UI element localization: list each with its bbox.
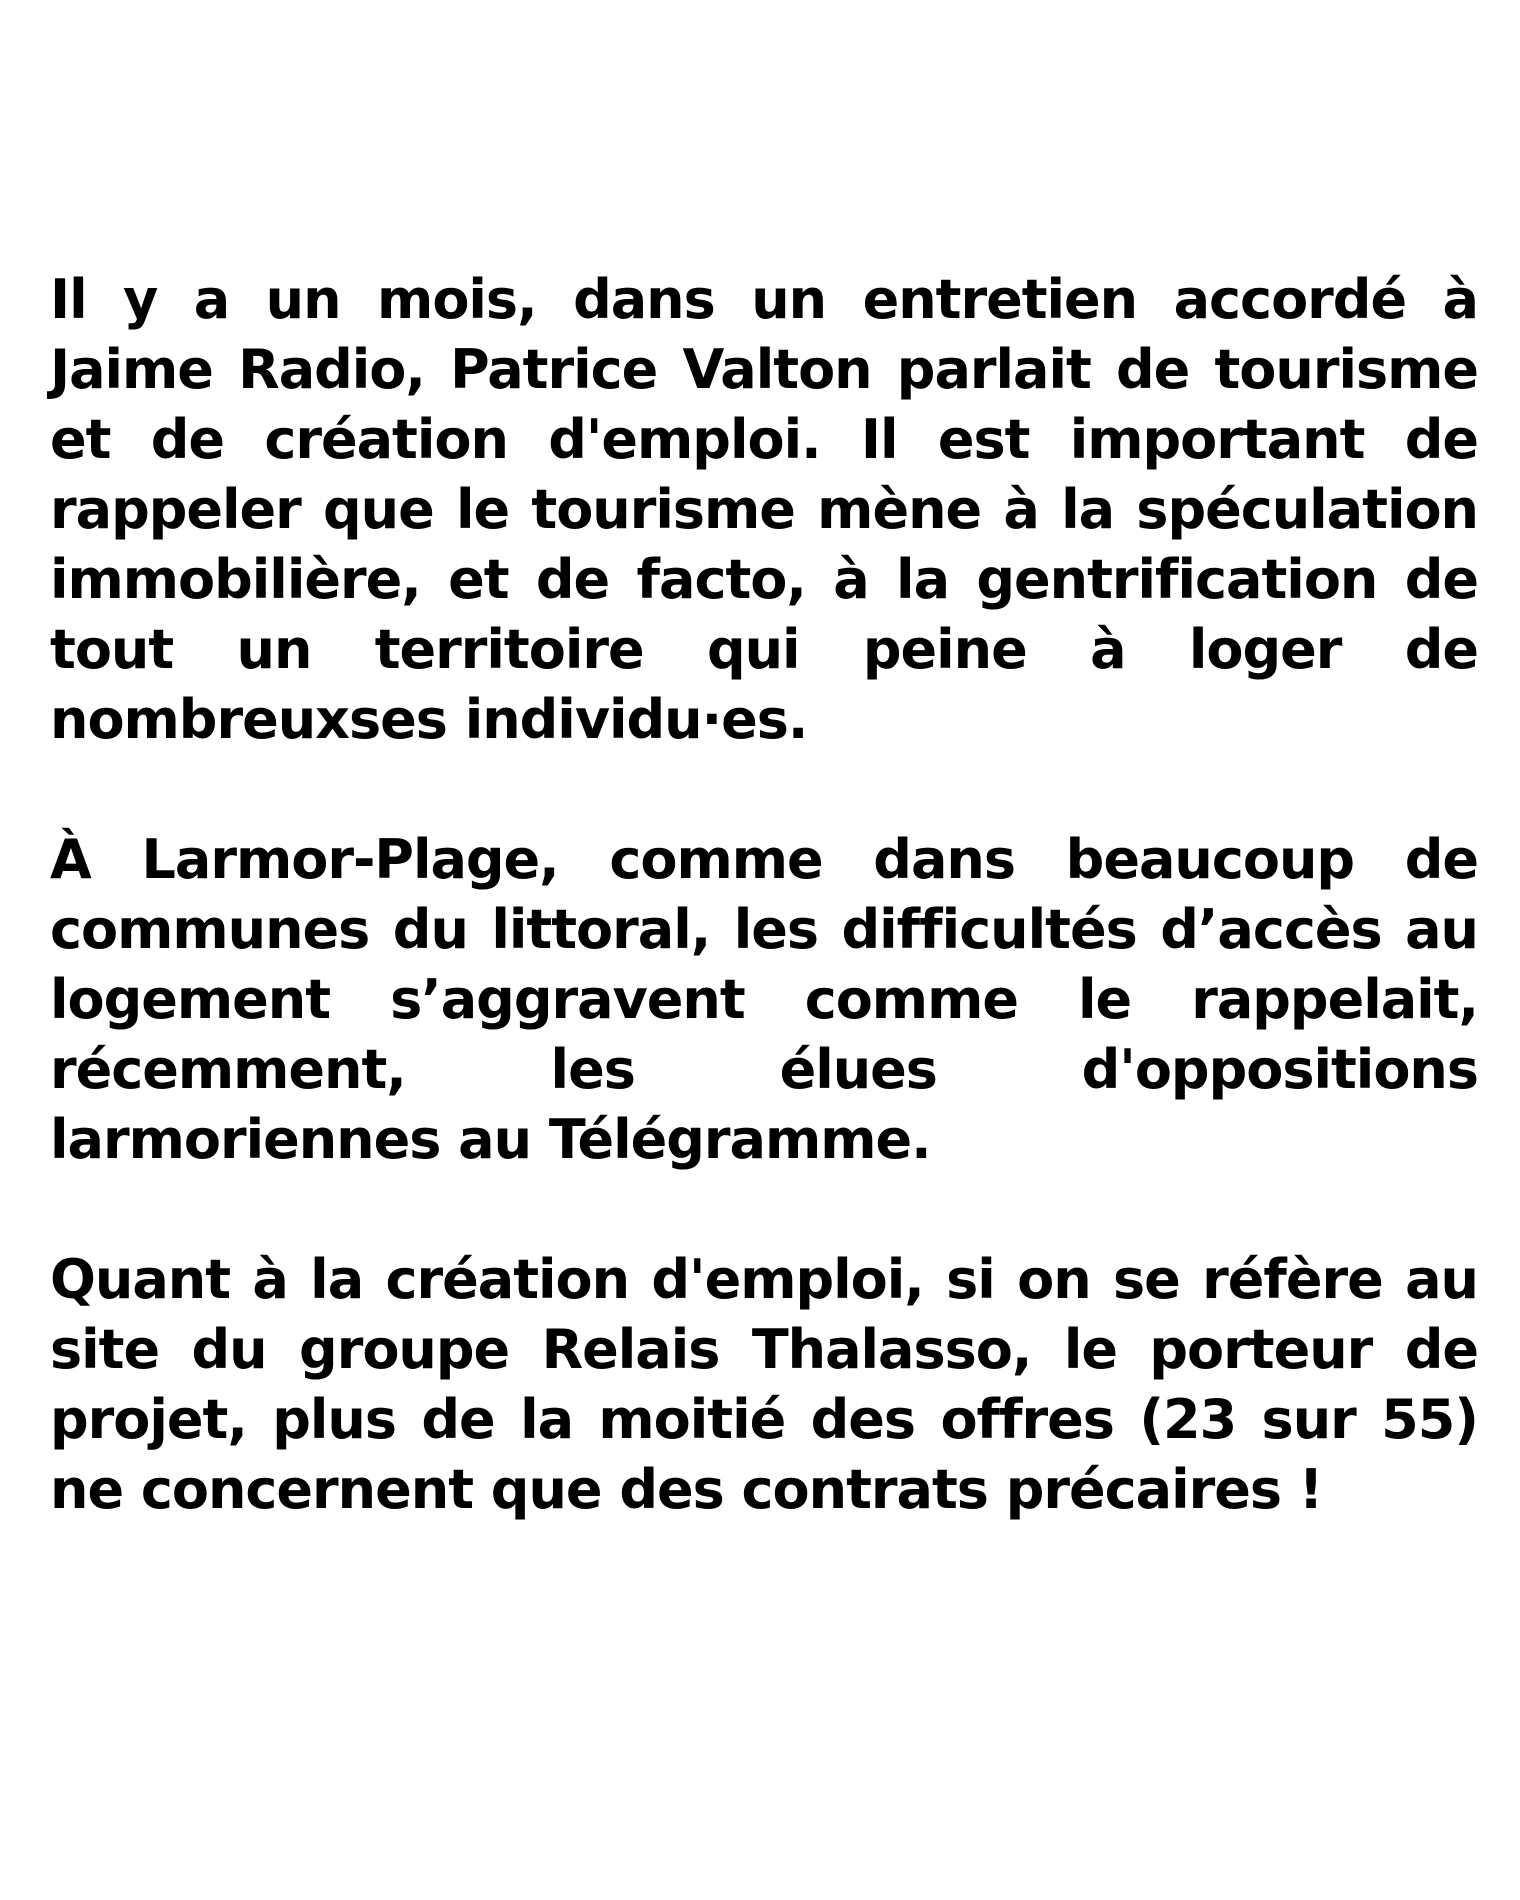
- paragraph-employment: Quant à la création d'emploi, si on se réfère au site du groupe Relais Thalasso, le porteur de projet, plus de la moitié des offres (23 sur 55) ne concernent que des contrats précaires !: [50, 1248, 1478, 1521]
- paragraph-housing: À Larmor-Plage, comme dans beaucoup de communes du littoral, les difficultés d’accès au logement s’aggravent comme le rappelait, récemment, les élues d'oppositions larmoriennes au Télégramme.: [50, 828, 1478, 1171]
- document-body: [50, 265, 1478, 1525]
- paragraph-tourism: Il y a un mois, dans un entretien accordé à Jaime Radio, Patrice Valton parlait de tourisme et de création d'emploi. Il est important de rappeler que le tourisme mène à la spéculation immobilière, et de facto, à la gentrification de tout un territoire qui peine à loger de nombreuxses individu·es.: [50, 268, 1478, 751]
